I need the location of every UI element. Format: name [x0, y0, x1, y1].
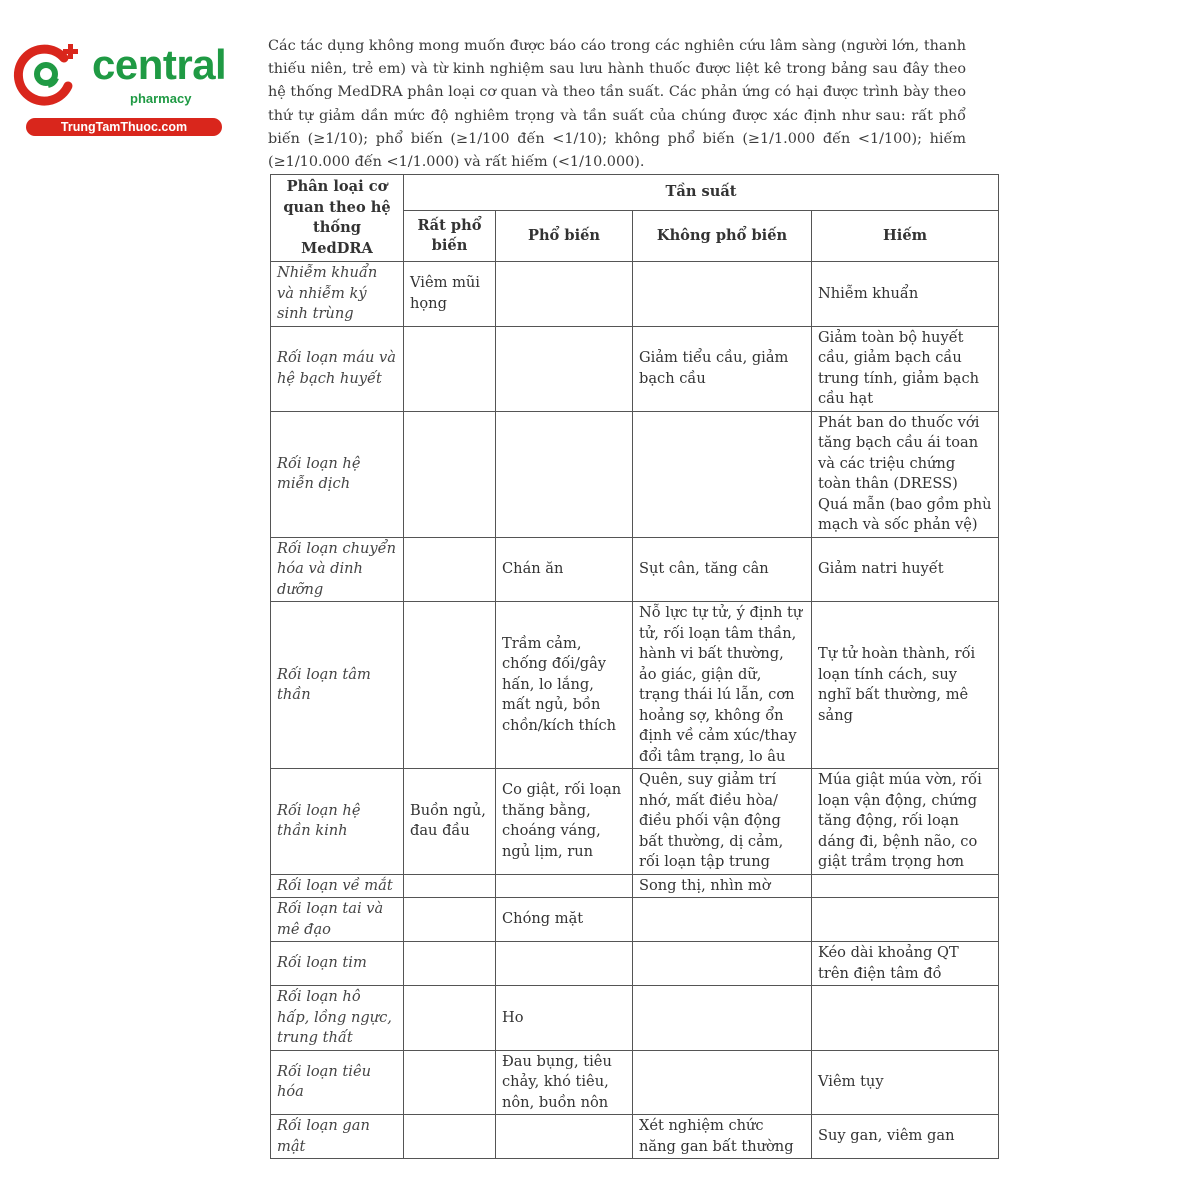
frequency-cell	[404, 326, 496, 411]
frequency-cell	[633, 411, 812, 537]
table-row	[271, 874, 999, 898]
frequency-cell: Co giật, rối loạn thăng bằng, choáng váng, ngủ lịm, run	[496, 769, 633, 875]
frequency-cell	[633, 262, 812, 327]
frequency-cell	[404, 942, 496, 986]
frequency-cell	[404, 602, 496, 769]
frequency-cell	[404, 898, 496, 942]
organ-class-cell: Rối loạn về mắt	[271, 874, 404, 898]
logo-url-badge[interactable]: TrungTamThuoc.com	[26, 118, 222, 136]
organ-class-cell: Rối loạn tiêu hóa	[271, 1050, 404, 1115]
frequency-cell	[404, 1050, 496, 1115]
frequency-cell: Buồn ngủ, đau đầu	[404, 769, 496, 875]
frequency-cell: Tự tử hoàn thành, rối loạn tính cách, suy nghĩ bất thường, mê sảng	[812, 602, 999, 769]
frequency-cell: Trầm cảm, chống đối/gây hấn, lo lắng, mất ngủ, bồn chồn/kích thích	[496, 602, 633, 769]
frequency-cell: Chán ăn	[496, 537, 633, 602]
frequency-cell: Viêm tụy	[812, 1050, 999, 1115]
frequency-cell: Suy gan, viêm gan	[812, 1115, 999, 1159]
table-row	[271, 326, 999, 411]
table-row	[271, 769, 999, 875]
header-organ-class: Phân loại cơ quan theo hệ thống MedDRA	[271, 175, 404, 262]
frequency-cell: Giảm natri huyết	[812, 537, 999, 602]
frequency-cell: Song thị, nhìn mờ	[633, 874, 812, 898]
organ-class-cell: Nhiễm khuẩn và nhiễm ký sinh trùng	[271, 262, 404, 327]
table-row	[271, 537, 999, 602]
frequency-cell	[496, 942, 633, 986]
frequency-cell	[404, 537, 496, 602]
frequency-cell	[404, 874, 496, 898]
header-col-0: Rất phổ biến	[404, 210, 496, 261]
frequency-cell: Giảm tiểu cầu, giảm bạch cầu	[633, 326, 812, 411]
frequency-cell: Quên, suy giảm trí nhớ, mất điều hòa/điều phối vận động bất thường, dị cảm, rối loạn tập trung	[633, 769, 812, 875]
logo-brand-name: central	[92, 41, 227, 88]
logo-subtitle: pharmacy	[130, 91, 192, 106]
table-row	[271, 898, 999, 942]
frequency-cell: Nhiễm khuẩn	[812, 262, 999, 327]
organ-class-cell: Rối loạn gan mật	[271, 1115, 404, 1159]
table-row	[271, 602, 999, 769]
frequency-cell: Giảm toàn bộ huyết cầu, giảm bạch cầu trung tính, giảm bạch cầu hạt	[812, 326, 999, 411]
frequency-cell: Nỗ lực tự tử, ý định tự tử, rối loạn tâm thần, hành vi bất thường, ảo giác, giận dữ, trạng thái lú lẫn, cơn hoảng sợ, không ổn định về cảm xúc/thay đổi tâm trạng, lo âu	[633, 602, 812, 769]
table-row	[271, 262, 999, 327]
frequency-cell	[496, 1115, 633, 1159]
organ-class-cell: Rối loạn hệ miễn dịch	[271, 411, 404, 537]
frequency-cell	[404, 986, 496, 1051]
frequency-cell	[404, 1115, 496, 1159]
frequency-cell: Viêm mũi họng	[404, 262, 496, 327]
frequency-cell: Phát ban do thuốc với tăng bạch cầu ái toan và các triệu chứng toàn thân (DRESS) Quá mẫn (bao gồm phù mạch và sốc phản vệ)	[812, 411, 999, 537]
frequency-cell: Sụt cân, tăng cân	[633, 537, 812, 602]
organ-class-cell: Rối loạn chuyển hóa và dinh dưỡng	[271, 537, 404, 602]
organ-class-cell: Rối loạn tim	[271, 942, 404, 986]
frequency-cell	[633, 1050, 812, 1115]
frequency-cell	[496, 411, 633, 537]
table-row	[271, 1115, 999, 1159]
frequency-cell	[812, 986, 999, 1051]
organ-class-cell: Rối loạn máu và hệ bạch huyết	[271, 326, 404, 411]
header-col-3: Hiếm	[812, 210, 999, 261]
frequency-cell	[404, 411, 496, 537]
frequency-cell	[812, 898, 999, 942]
central-pharmacy-logo[interactable]	[12, 38, 227, 138]
frequency-cell	[496, 262, 633, 327]
intro-paragraph: Các tác dụng không mong muốn được báo cáo trong các nghiên cứu lâm sàng (người lớn, thanh thiếu niên, trẻ em) và từ kinh nghiệm sau lưu hành thuốc được liệt kê trong bảng sau đây theo hệ thống MedDRA phân loại cơ quan và theo tần suất. Các phản ứng có hại được trình bày theo thứ tự giảm dần mức độ nghiêm trọng và tần suất của chúng được xác định như sau: rất phổ biến (≥1/10); phổ biến (≥1/100 đến <1/10); không phổ biến (≥1/1.000 đến <1/100); hiếm (≥1/10.000 đến <1/1.000) và rất hiếm (<1/10.000).	[268, 38, 966, 171]
header-frequency: Tần suất	[404, 175, 999, 211]
organ-class-cell: Rối loạn hệ thần kinh	[271, 769, 404, 875]
frequency-cell	[633, 942, 812, 986]
frequency-cell: Xét nghiệm chức năng gan bất thường	[633, 1115, 812, 1159]
table-row	[271, 986, 999, 1051]
header-col-1: Phổ biến	[496, 210, 633, 261]
organ-class-cell: Rối loạn hô hấp, lồng ngực, trung thất	[271, 986, 404, 1051]
frequency-cell: Múa giật múa vờn, rối loạn vận động, chứng tăng động, rối loạn dáng đi, bệnh não, co giật trầm trọng hơn	[812, 769, 999, 875]
frequency-cell	[812, 874, 999, 898]
pharmacy-cross-logo-icon	[12, 38, 84, 110]
frequency-cell	[633, 986, 812, 1051]
frequency-cell	[633, 898, 812, 942]
organ-class-cell: Rối loạn tai và mê đạo	[271, 898, 404, 942]
table-row	[271, 411, 999, 537]
frequency-cell: Kéo dài khoảng QT trên điện tâm đồ	[812, 942, 999, 986]
header-col-2: Không phổ biến	[633, 210, 812, 261]
frequency-cell	[496, 326, 633, 411]
organ-class-cell: Rối loạn tâm thần	[271, 602, 404, 769]
adverse-reactions-table	[270, 174, 999, 1159]
frequency-cell: Ho	[496, 986, 633, 1051]
table-row	[271, 1050, 999, 1115]
frequency-cell	[496, 874, 633, 898]
table-row	[271, 942, 999, 986]
frequency-cell: Chóng mặt	[496, 898, 633, 942]
frequency-cell: Đau bụng, tiêu chảy, khó tiêu, nôn, buồn nôn	[496, 1050, 633, 1115]
